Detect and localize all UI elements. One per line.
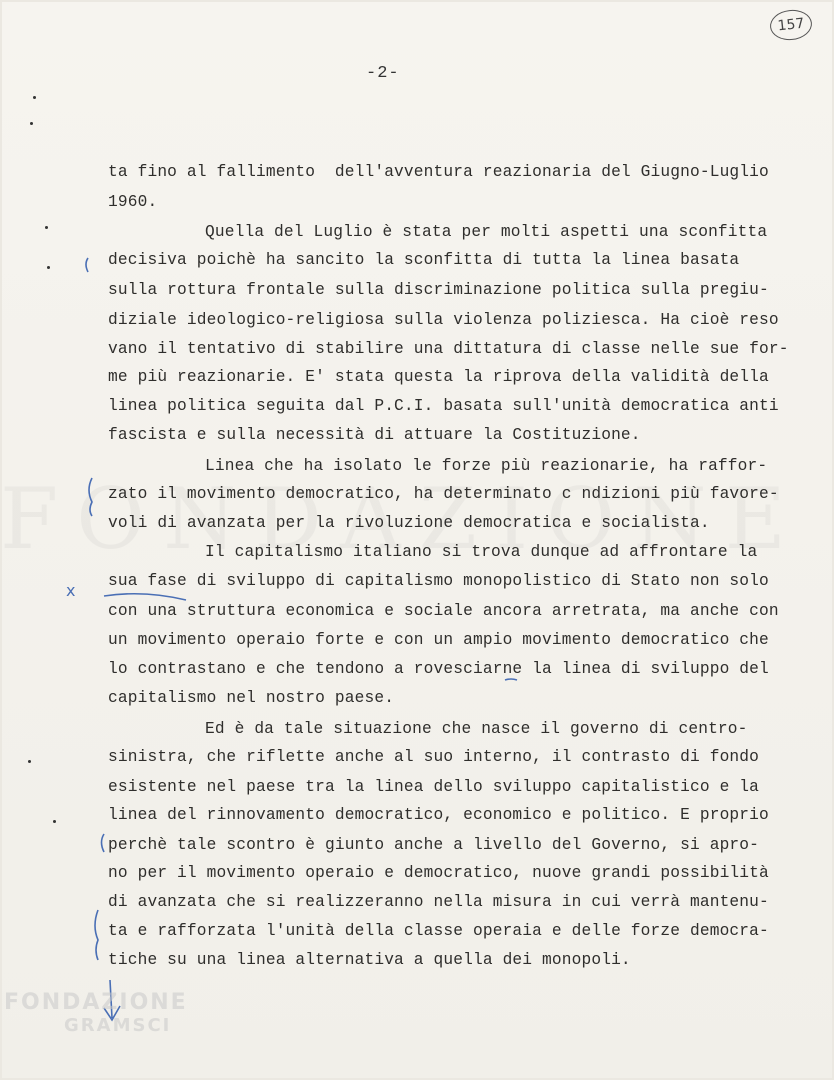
text-line: fascista e sulla necessità di attuare la Costituzione.	[108, 426, 641, 444]
text-line: Il capitalismo italiano si trova dunque ad affrontare la	[205, 543, 758, 561]
text-line: un movimento operaio forte e con un ampio movimento democratico che	[108, 631, 769, 649]
text-line: 1960.	[108, 193, 158, 211]
pen-bracket-mark	[95, 910, 98, 960]
text-line: capitalismo nel nostro paese.	[108, 689, 395, 707]
text-line: linea politica seguita dal P.C.I. basata sull'unità democratica anti	[108, 397, 779, 415]
text-line: no per il movimento operaio e democratico, nuove grandi possibilità	[108, 864, 769, 882]
text-line: tiche su una linea alternativa a quella dei monopoli.	[108, 951, 631, 969]
pen-bracket-mark	[89, 478, 92, 516]
pen-x-mark: x	[66, 581, 76, 600]
archive-number-stamp: 157	[769, 8, 814, 42]
text-line: zato il movimento democratico, ha determinato c ndizioni più favore-	[108, 485, 779, 503]
text-line: ta fino al fallimento dell'avventura reazionaria del Giugno-Luglio	[108, 163, 769, 181]
text-line: sinistra, che riflette anche al suo interno, il contrasto di fondo	[108, 748, 760, 766]
text-line: decisiva poichè ha sancito la sconfitta di tutta la linea basata	[108, 251, 740, 269]
text-line: vano il tentativo di stabilire una dittatura di classe nelle sue for-	[108, 340, 789, 358]
pen-underline	[505, 679, 517, 680]
pen-bracket-mark	[102, 834, 105, 852]
text-line: di avanzata che si realizzeranno nella misura in cui verrà mantenu-	[108, 893, 769, 911]
text-line: esistente nel paese tra la linea dello sviluppo capitalistico e la	[108, 778, 760, 796]
text-line: perchè tale scontro è giunto anche a livello del Governo, si apro-	[108, 836, 760, 854]
text-line: me più reazionarie. E' stata questa la riprova della validità della	[108, 368, 769, 386]
text-line: linea del rinnovamento democratico, economico e politico. E proprio	[108, 806, 769, 824]
text-line: Linea che ha isolato le forze più reazionarie, ha raffor-	[205, 457, 768, 475]
text-line: diziale ideologico-religiosa sulla violenza poliziesca. Ha cioè reso	[108, 311, 779, 329]
foundation-logo: FONDAZIONE GRAMSCI	[4, 990, 188, 1036]
page-number: -2-	[366, 64, 400, 83]
text-line: ta e rafforzata l'unità della classe operaia e delle forze democra-	[108, 922, 769, 940]
pen-bracket-mark	[86, 258, 88, 272]
text-line: sua fase di sviluppo di capitalismo monopolistico di Stato non solo	[108, 572, 769, 590]
pen-underline	[104, 594, 186, 600]
text-line: lo contrastano e che tendono a rovesciarne la linea di sviluppo del	[108, 660, 769, 678]
text-line: voli di avanzata per la rivoluzione democratica e socialista.	[108, 514, 710, 532]
text-line: con una struttura economica e sociale ancora arretrata, ma anche con	[108, 602, 779, 620]
text-line: sulla rottura frontale sulla discriminazione politica sulla pregiu-	[108, 281, 769, 299]
text-line: Ed è da tale situazione che nasce il governo di centro-	[205, 720, 748, 738]
text-line: Quella del Luglio è stata per molti aspetti una sconfitta	[205, 223, 768, 241]
